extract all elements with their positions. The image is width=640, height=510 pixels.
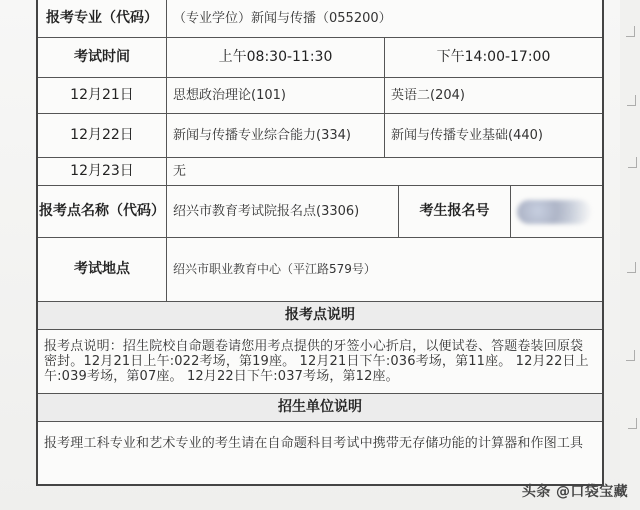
registration-number-label: 考生报名号 [398,186,510,237]
exam-location-value: 绍兴市职业教育中心（平江路579号） [166,238,602,301]
admission-notes-title: 招生单位说明 [38,394,602,421]
exam-location-label: 考试地点 [74,261,130,278]
schedule-afternoon-subject: 英语二(204) [384,78,602,113]
blurred-registration-number [517,200,591,224]
admission-ticket-sheet [36,0,604,486]
afternoon-time-label: 下午14:00-17:00 [384,38,602,77]
major-value: （专业学位）新闻与传播（055200） [166,0,602,37]
exam-time-header-row [38,38,602,78]
exam-point-name-value: 绍兴市教育考试院报名点(3306) [166,186,398,237]
exam-time-label: 考试时间 [74,49,130,66]
edge-mark [626,350,635,361]
edge-mark [628,418,637,429]
exam-point-name-label: 报考点名称（代码） [39,203,165,220]
exam-point-notes-title-row [38,302,602,330]
schedule-morning-subject: 思想政治理论(101) [166,78,384,113]
watermark: 头条 @口袋宝藏 [521,484,628,500]
schedule-row [38,114,602,158]
major-label: 报考专业（代码） [46,10,158,27]
admission-notes-body-row [38,422,602,484]
schedule-afternoon-subject: 新闻与传播专业基础(440) [384,114,602,157]
edge-mark [626,26,635,37]
edge-mark [628,157,637,168]
admission-notes-text: 报考理工科专业和艺术专业的考生请在自命题科目考试中携带无存储功能的计算器和作图工具 [44,436,584,451]
exam-point-notes-title: 报考点说明 [38,302,602,329]
exam-location-row [38,238,602,302]
schedule-date: 12月23日 [70,163,134,180]
schedule-morning-subject: 无 [166,158,602,185]
morning-time-label: 上午08:30-11:30 [166,38,384,77]
schedule-date: 12月22日 [70,127,134,144]
major-row [38,0,602,38]
edge-mark [627,262,636,273]
schedule-row [38,78,602,114]
page-edge [620,0,640,510]
admission-notes-title-row [38,394,602,422]
exam-point-row [38,186,602,238]
registration-number-value [510,186,602,237]
schedule-morning-subject: 新闻与传播专业综合能力(334) [166,114,384,157]
exam-point-notes-body-row [38,330,602,394]
exam-point-notes-text: 报考点说明：招生院校自命题卷请您用考点提供的牙签小心折启，以便试卷、答题卷装回原袋密封。12月21日上午:022考场，第19座。 12月21日下午:036考场，第11座。 12月22日上午:039考场，第07座。 12月22日下午:037考场，第12座。 [44,339,589,384]
schedule-date: 12月21日 [70,87,134,104]
schedule-row [38,158,602,186]
edge-mark [627,95,636,106]
